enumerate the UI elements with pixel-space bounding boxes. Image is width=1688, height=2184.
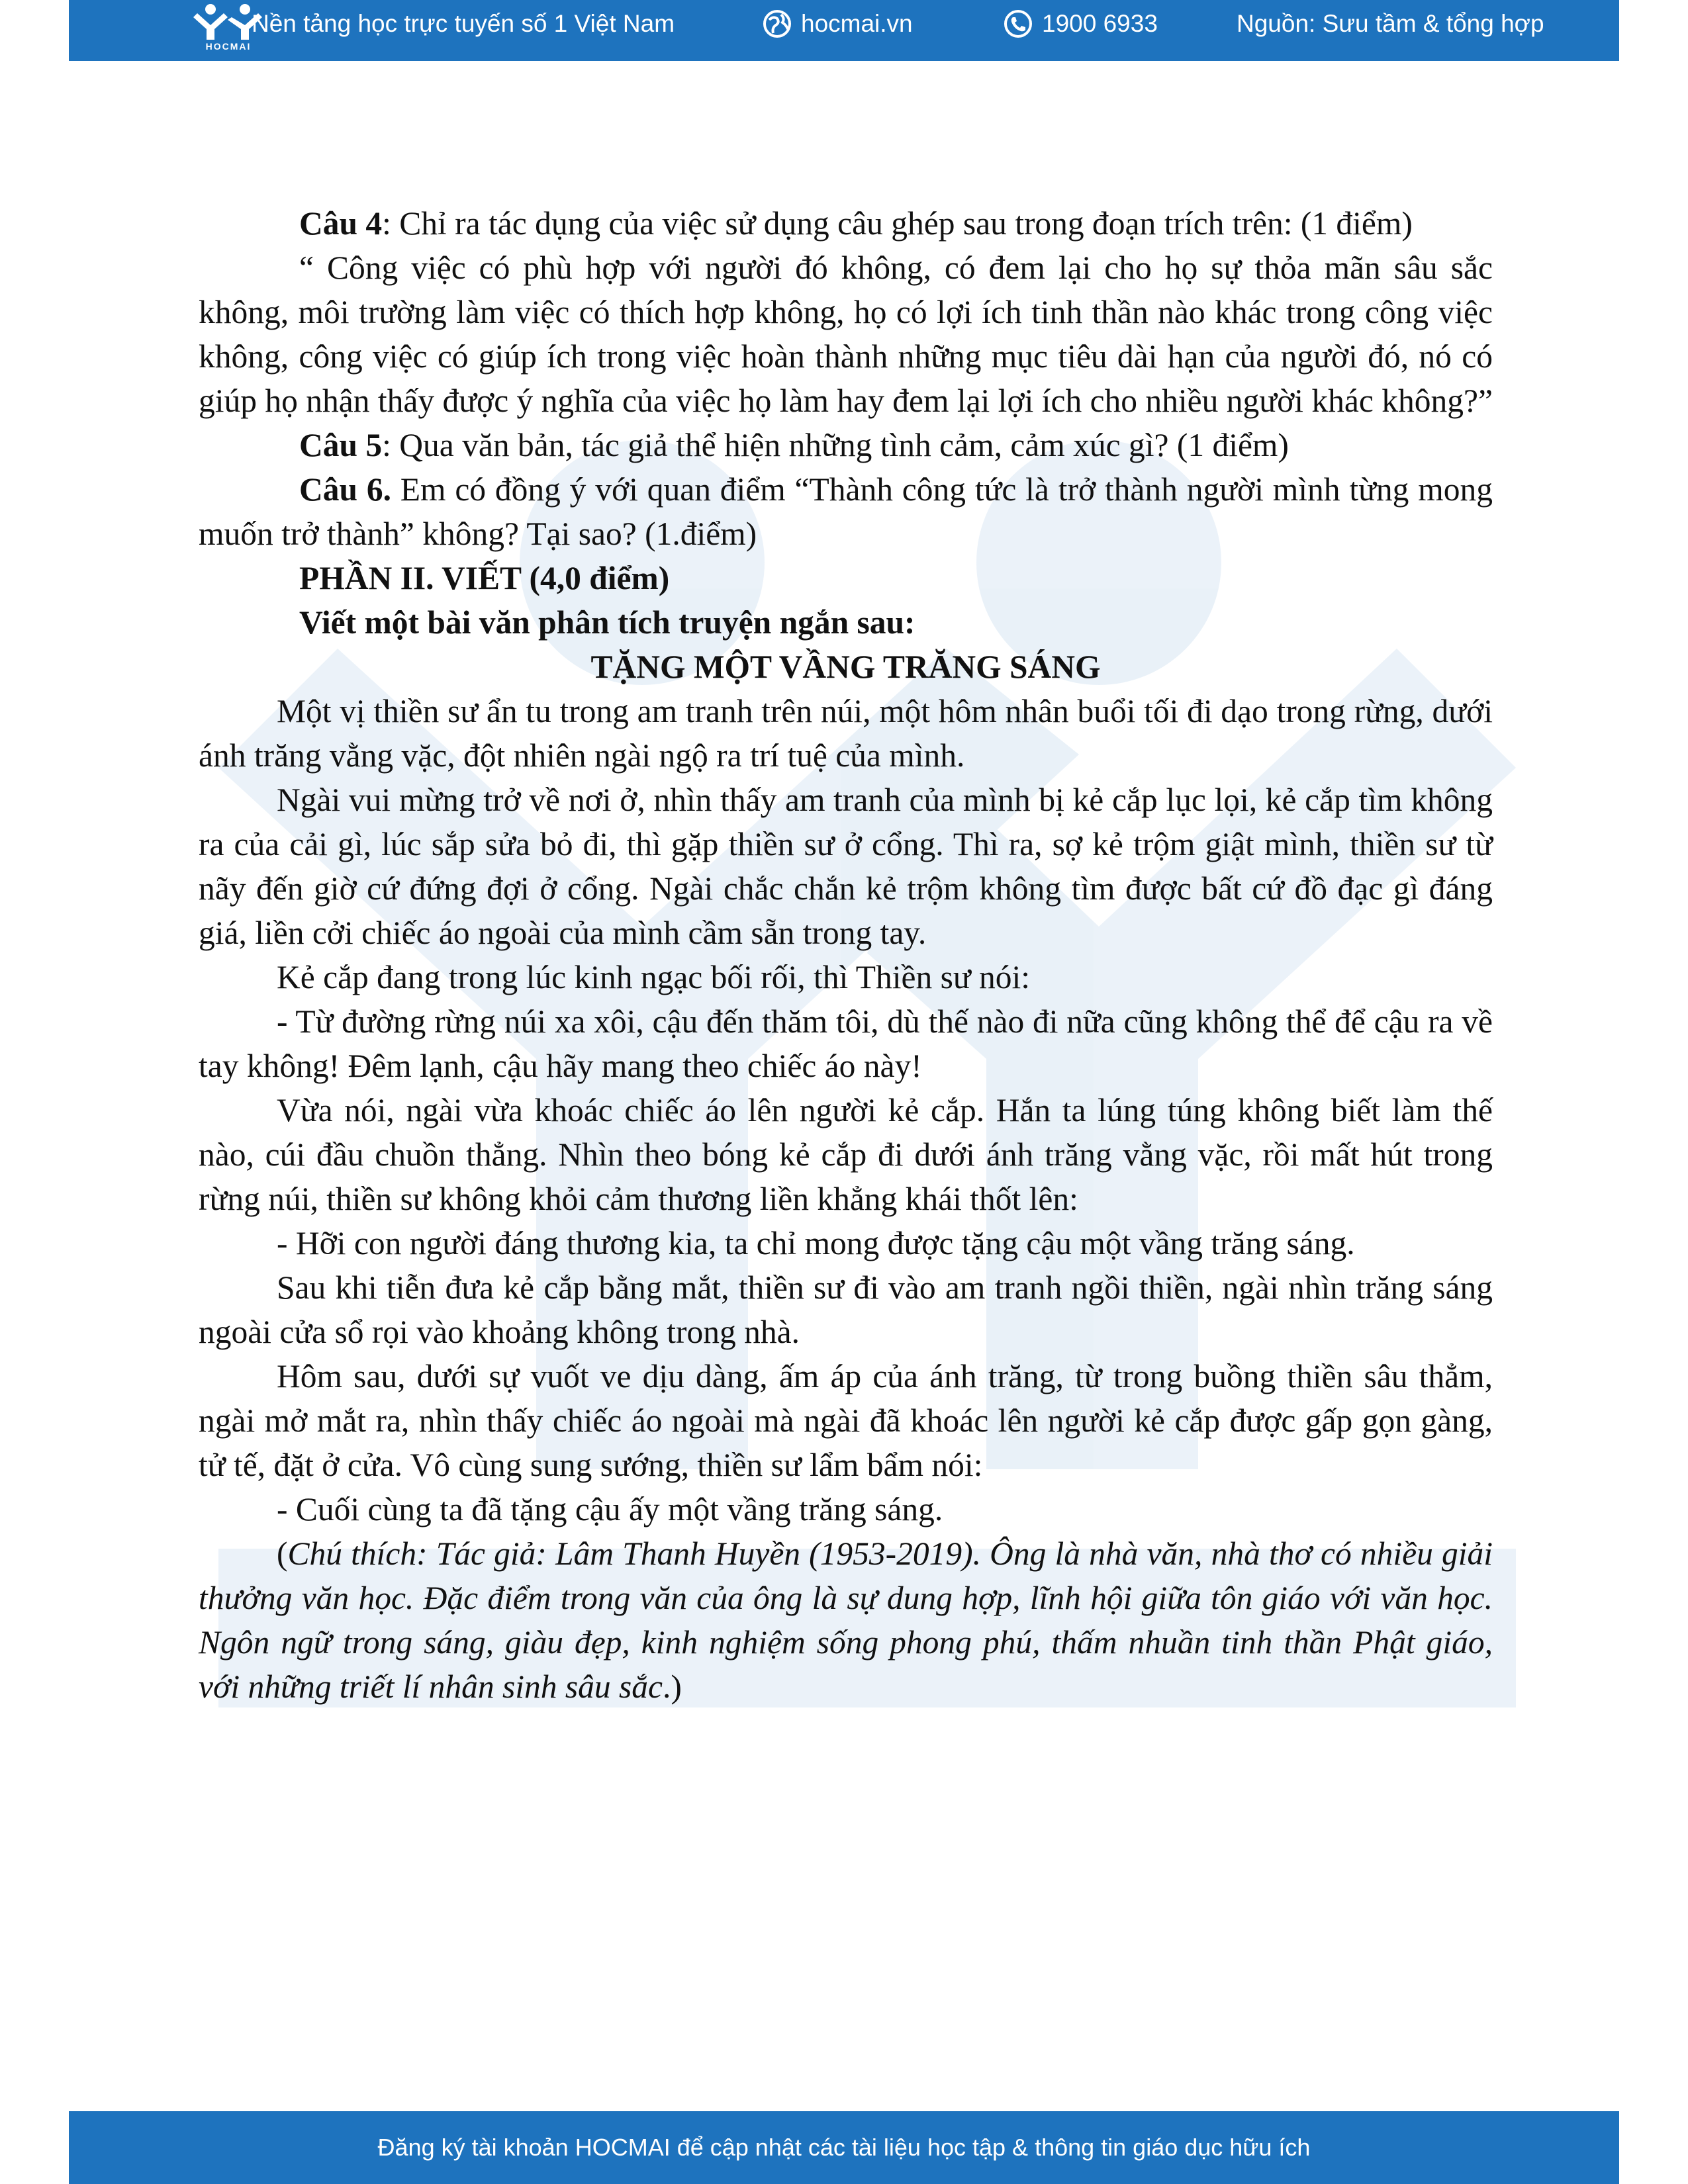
question-4-quote: “ Công việc có phù hợp với người đó không, có đem lại cho họ sự thỏa mãn sâu sắc không, môi trường làm việc có thích hợp không, họ có lợi ích tinh thần nào khác trong công việc không, công việc có giúp ích trong việc hoàn thành những mục tiêu dài hạn của người đó, nó có giúp họ nhận thấy được ý nghĩa của việc họ làm hay đem lại lợi ích cho nhiều người khác không?”	[199, 250, 1493, 419]
section-2-heading-text: PHẦN II. VIẾT (4,0 điểm)	[299, 560, 670, 596]
story-paragraph-7: Sau khi tiễn đưa kẻ cắp bằng mắt, thiền sư đi vào am tranh ngồi thiền, ngài nhìn trăng sáng ngoài cửa sổ rọi vào khoảng không trong nhà.	[199, 1269, 1493, 1350]
story-paragraph-4: - Từ đường rừng núi xa xôi, cậu đến thăm tôi, dù thế nào đi nữa cũng không thể để cậu ra về tay không! Đêm lạnh, cậu hãy mang theo chiếc áo này!	[199, 1003, 1493, 1084]
question-4-label: Câu 4	[299, 205, 383, 242]
logo-text: HOCMAI	[205, 41, 252, 52]
note-close: .)	[663, 1668, 682, 1705]
question-6	[199, 467, 1493, 556]
footer-bar[interactable]	[69, 2111, 1619, 2184]
story-paragraph-5: Vừa nói, ngài vừa khoác chiếc áo lên người kẻ cắp. Hắn ta lúng túng không biết làm thế nào, cúi đầu chuồn thẳng. Nhìn theo bóng kẻ cắp đi dưới ánh trăng vằng vặc, rồi mất hút trong rừng núi, thiền sư không khỏi cảm thương liền khẳng khái thốt lên:	[199, 1092, 1493, 1217]
story-title: TẶNG MỘT VẦNG TRĂNG SÁNG	[590, 649, 1101, 685]
story-paragraph-2: Ngài vui mừng trở về nơi ở, nhìn thấy am tranh của mình bị kẻ cắp lục lọi, kẻ cắp tìm không ra của cải gì, lúc sắp sửa bỏ đi, thì gặp thiền sư ở cổng. Thì ra, sợ kẻ trộm giật mình, thiền sư từ nãy đến giờ cứ đứng đợi ở cổng. Ngài chắc chắn kẻ trộm không tìm được bất cứ đồ đạc gì đáng giá, liền cởi chiếc áo ngoài của mình cầm sẵn trong tay.	[199, 782, 1493, 951]
header-source: Nguồn: Sưu tầm & tổng hợp	[1237, 10, 1544, 37]
question-4	[199, 201, 1493, 246]
header-website[interactable]	[763, 0, 913, 48]
author-note	[199, 1531, 1493, 1709]
question-5	[199, 423, 1493, 467]
section-2-prompt	[199, 600, 1493, 645]
section-2-heading	[199, 556, 1493, 600]
story-paragraph-8: Hôm sau, dưới sự vuốt ve dịu dàng, ấm áp của ánh trăng, từ trong buồng thiền sâu thẳm, ngài mở mắt ra, nhìn thấy chiếc áo ngoài mà ngài đã khoác lên người kẻ cắp được gấp gọn gàng, tử tế, đặt ở cửa. Vô cùng sung sướng, thiền sư lẩm bẩm nói:	[199, 1358, 1493, 1483]
phone-icon	[1004, 9, 1033, 38]
story-paragraph-3: Kẻ cắp đang trong lúc kinh ngạc bối rối, thì Thiền sư nói:	[277, 959, 1031, 995]
header-slogan: Nền tảng học trực tuyến số 1 Việt Nam	[252, 10, 675, 37]
section-2-prompt-text: Viết một bài văn phân tích truyện ngắn sau:	[299, 604, 915, 641]
note-text: Chú thích: Tác giả: Lâm Thanh Huyền (1953-2019). Ông là nhà văn, nhà thơ có nhiều giải thưởng văn học. Đặc điểm trong văn của ông là sự dung hợp, lĩnh hội giữa tôn giáo với văn học. Ngôn ngữ trong sáng, giàu đẹp, kinh nghiệm sống phong phú, thấm nhuần tinh thần Phật giáo, với những triết lí nhân sinh sâu sắc	[199, 1535, 1493, 1705]
story-paragraph-1: Một vị thiền sư ẩn tu trong am tranh trên núi, một hôm nhân buổi tối đi dạo trong rừng, dưới ánh trăng vằng vặc, đột nhiên ngài ngộ ra trí tuệ của mình.	[199, 693, 1493, 774]
phone-text: 1900 6933	[1042, 10, 1158, 37]
question-6-label: Câu 6.	[299, 471, 391, 508]
footer-text: Đăng ký tài khoản HOCMAI để cập nhật các tài liệu học tập & thông tin giáo dục hữu ích	[377, 2134, 1311, 2161]
story-paragraph-6: - Hỡi con người đáng thương kia, ta chỉ mong được tặng cậu một vầng trăng sáng.	[277, 1225, 1355, 1261]
globe-icon	[763, 9, 792, 38]
website-text: hocmai.vn	[801, 10, 913, 37]
note-open: (	[277, 1535, 288, 1572]
header-phone[interactable]	[1004, 0, 1158, 48]
question-4-text: : Chỉ ra tác dụng của việc sử dụng câu ghép sau trong đoạn trích trên: (1 điểm)	[382, 205, 1413, 242]
question-5-text: : Qua văn bản, tác giả thể hiện những tình cảm, cảm xúc gì? (1 điểm)	[382, 427, 1289, 463]
story-paragraph-9: - Cuối cùng ta đã tặng cậu ấy một vầng trăng sáng.	[277, 1491, 943, 1527]
header-bar	[69, 0, 1619, 61]
document-body	[199, 201, 1493, 1709]
question-5-label: Câu 5	[299, 427, 383, 463]
question-6-text: Em có đồng ý với quan điểm “Thành công tức là trở thành người mình từng mong muốn trở thành” không? Tại sao? (1.điểm)	[199, 471, 1493, 552]
